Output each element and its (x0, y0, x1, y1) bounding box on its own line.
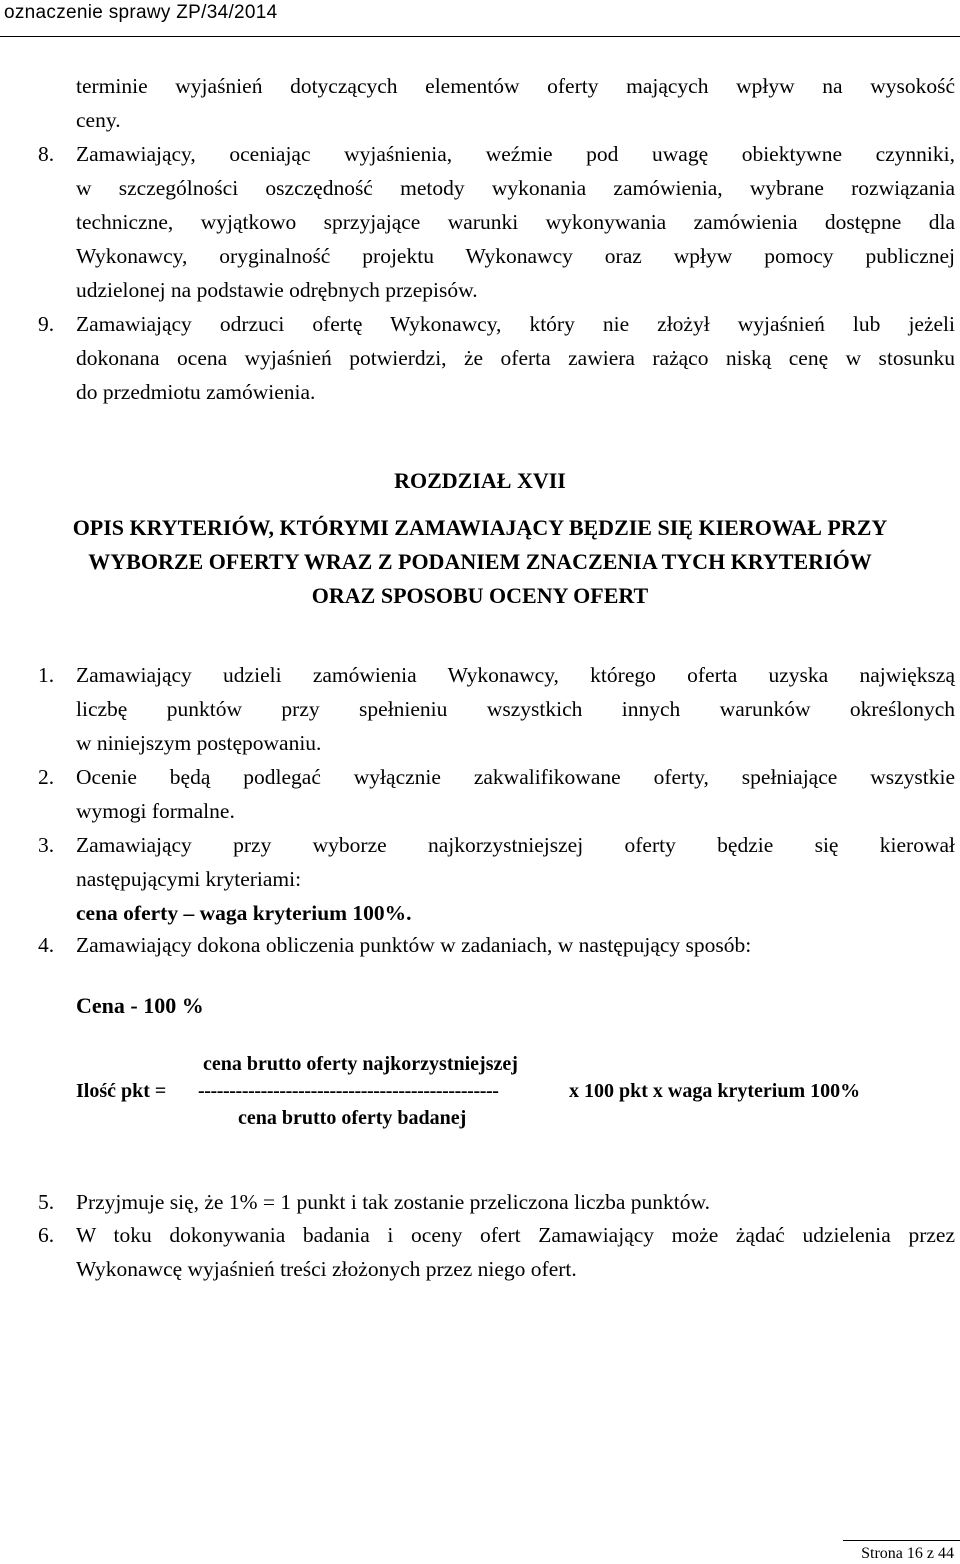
criterion-line: cena oferty – waga kryterium 100%. (76, 901, 412, 925)
list-item-line: w niniejszym postępowaniu. (76, 731, 322, 755)
list-item-line: W toku dokonywania badania i oceny ofert Zamawiający może żądać udzielenia przez (76, 1223, 955, 1247)
chapter-subtitle-line: OPIS KRYTERIÓW, KTÓRYMI ZAMAWIAJĄCY BĘDZIE SIĘ KIEROWAŁ PRZY (72, 515, 888, 540)
list-item-line: Ocenie będą podlegać wyłącznie zakwalifikowane oferty, spełniające wszystkie (76, 765, 955, 789)
page-header (0, 0, 960, 37)
formula-rhs: x 100 pkt x waga kryterium 100% (569, 1080, 861, 1102)
list-item-line: udzielonej na podstawie odrębnych przepisów. (76, 278, 478, 302)
list-number: 8. (38, 142, 55, 166)
list-item-line: Wykonawcy, oryginalność projektu Wykonawcy oraz wpływ pomocy publicznej (76, 244, 955, 268)
paragraph-line: ceny. (76, 108, 121, 132)
list-number: 5. (38, 1190, 55, 1214)
list-item-line: liczbę punktów przy spełnieniu wszystkich innych warunków określonych (76, 697, 955, 721)
list-item-line: Zamawiający dokona obliczenia punktów w zadaniach, w następujący sposób: (76, 933, 752, 957)
list-item-line: w szczególności oszczędność metody wykonania zamówienia, wybrane rozwiązania (76, 176, 955, 200)
list-number: 2. (38, 765, 55, 789)
list-number: 9. (38, 312, 55, 336)
formula-numerator: cena brutto oferty najkorzystniejszej (203, 1053, 518, 1075)
list-item-line: Wykonawcę wyjaśnień treści złożonych przez niego ofert. (76, 1257, 577, 1281)
list-number: 4. (38, 933, 55, 957)
chapter-subtitle-line: WYBORZE OFERTY WRAZ Z PODANIEM ZNACZENIA TYCH KRYTERIÓW (88, 549, 872, 574)
list-item-line: Zamawiający, oceniając wyjaśnienia, weźmie pod uwagę obiektywne czynniki, (76, 142, 955, 166)
list-item-line: następującymi kryteriami: (76, 867, 302, 891)
case-number: oznaczenie sprawy ZP/34/2014 (4, 2, 278, 23)
list-item-line: do przedmiotu zamówienia. (76, 380, 316, 404)
formula-denominator: cena brutto oferty badanej (238, 1107, 467, 1129)
footer-rule (843, 1540, 960, 1541)
list-item-line: techniczne, wyjątkowo sprzyjające warunki wykonywania zamówienia dostępne dla (76, 210, 955, 234)
list-number: 3. (38, 833, 55, 857)
chapter-subtitle-line: ORAZ SPOSOBU OCENY OFERT (311, 583, 649, 608)
list-number: 1. (38, 663, 55, 687)
page-number: Strona 16 z 44 (861, 1545, 954, 1562)
list-item-line: Przyjmuje się, że 1% = 1 punkt i tak zostanie przeliczona liczba punktów. (76, 1190, 711, 1214)
formula-lhs: Ilość pkt = (76, 1080, 167, 1102)
list-number: 6. (38, 1223, 55, 1247)
list-item-line: Zamawiający udzieli zamówienia Wykonawcy, którego oferta uzyska największą (76, 663, 955, 687)
list-item-line: Zamawiający odrzuci ofertę Wykonawcy, który nie złożył wyjaśnień lub jeżeli (76, 312, 955, 336)
list-item-line: wymogi formalne. (76, 799, 235, 823)
list-item-line: dokonana ocena wyjaśnień potwierdzi, że oferta zawiera rażąco niską cenę w stosunku (76, 346, 955, 370)
chapter-title: ROZDZIAŁ XVII (394, 468, 566, 493)
list-item-line: Zamawiający przy wyborze najkorzystniejszej oferty będzie się kierował (76, 833, 955, 857)
formula-fraction-bar: ------------------------------------------------ (198, 1080, 499, 1102)
paragraph-line: terminie wyjaśnień dotyczących elementów oferty mających wpływ na wysokość (76, 74, 955, 98)
price-heading: Cena - 100 % (76, 993, 204, 1018)
